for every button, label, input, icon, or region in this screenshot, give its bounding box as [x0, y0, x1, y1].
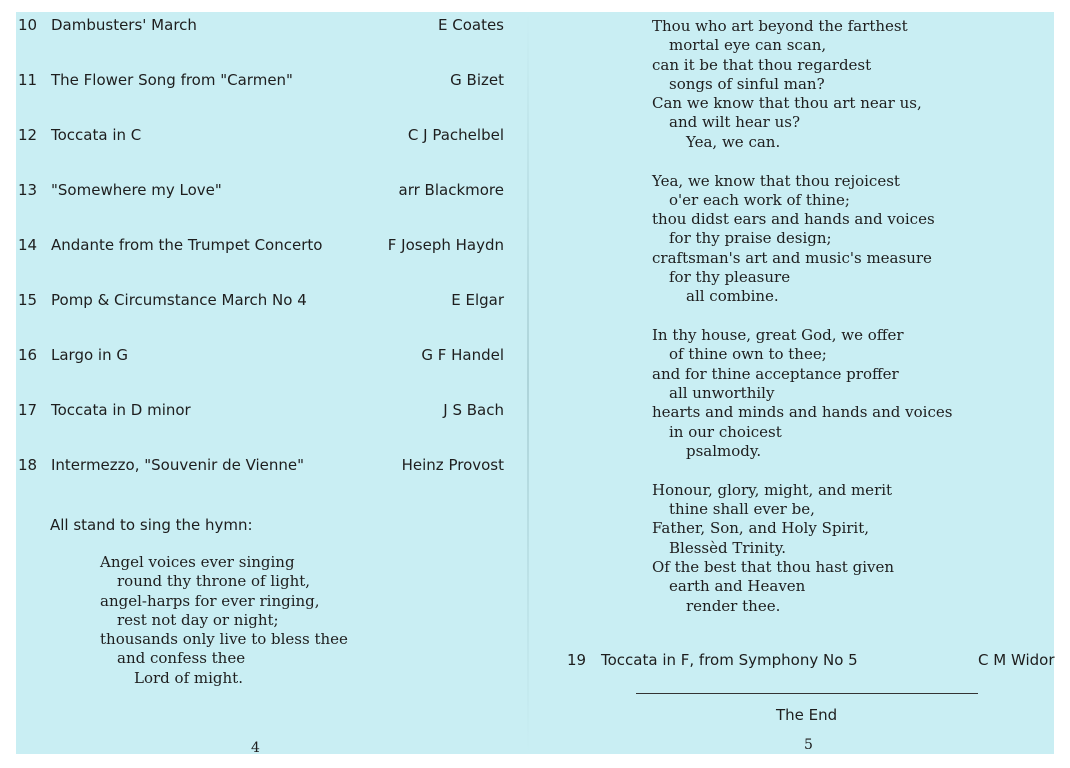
- item-composer: G Bizet: [450, 71, 504, 89]
- hymn-line: Thou who art beyond the farthest: [652, 17, 908, 35]
- item-number: 10: [18, 16, 38, 34]
- item-composer: J S Bach: [443, 401, 504, 419]
- stanza-gap: [652, 461, 952, 481]
- hymn-line: thousands only live to bless thee: [100, 630, 348, 649]
- item-title: Toccata in F, from Symphony No 5: [601, 651, 858, 669]
- hymn-line: for thy pleasure: [669, 268, 791, 287]
- item-title: "Somewhere my Love": [51, 181, 222, 199]
- hymn-line: psalmody.: [686, 441, 762, 460]
- hymn-line: Lord of might.: [134, 668, 243, 687]
- hymn-line: Of the best that thou hast given: [652, 557, 895, 576]
- item-title: Dambusters' March: [51, 16, 197, 34]
- stanza-gap: [652, 307, 952, 327]
- hymn-line: craftsman's art and music's measure: [652, 248, 932, 267]
- item-number: 19: [567, 651, 587, 669]
- hymn-line: Can we know that thou art near us,: [652, 94, 922, 113]
- hymn-line: mortal eye can scan,: [669, 36, 827, 55]
- item-composer: C J Pachelbel: [407, 126, 504, 144]
- item-composer: arr Blackmore: [398, 181, 504, 199]
- item-number: 11: [18, 71, 38, 89]
- hymn-line: and for thine acceptance proffer: [652, 364, 899, 383]
- hymn-line: and confess thee: [117, 649, 246, 668]
- hymn-line: all unworthily: [669, 384, 775, 403]
- hymn-line: in our choicest: [669, 422, 782, 441]
- hymn-verse-5: [652, 481, 952, 616]
- item-composer: E Elgar: [451, 291, 504, 309]
- hymn-line: of thine own to thee;: [669, 345, 827, 364]
- item-title: Pomp & Circumstance March No 4: [51, 291, 307, 309]
- item-composer: F Joseph Haydn: [387, 236, 504, 254]
- hymn-line: thou didst ears and hands and voices: [652, 210, 935, 229]
- hymn-line: songs of sinful man?: [669, 74, 825, 93]
- hymn-line: o'er each work of thine;: [669, 190, 850, 209]
- hymn-line: round thy throne of light,: [117, 572, 311, 591]
- page-number-left: 4: [251, 740, 260, 756]
- item-title: Andante from the Trumpet Concerto: [51, 236, 323, 254]
- divider-line: [636, 693, 978, 694]
- hymn-verses-right: [652, 17, 952, 616]
- item-title: Largo in G: [51, 346, 128, 364]
- hymn-line: Father, Son, and Holy Spirit,: [652, 519, 870, 538]
- hymn-line: Yea, we can.: [686, 132, 781, 151]
- hymn-line: all combine.: [686, 287, 779, 306]
- hymn-line: can it be that thou regardest: [652, 55, 872, 74]
- item-number: 18: [18, 456, 38, 474]
- item-number: 14: [18, 236, 38, 254]
- item-number: 12: [18, 126, 38, 144]
- page-number-right: 5: [804, 737, 813, 753]
- hymn-verse-4: [652, 326, 952, 461]
- item-composer: E Coates: [437, 16, 504, 34]
- hymn-line: rest not day or night;: [117, 610, 279, 629]
- hymn-line: In thy house, great God, we offer: [652, 326, 904, 345]
- page-fold: [527, 12, 529, 754]
- hymn-line: thine shall ever be,: [669, 500, 815, 519]
- hymn-line: for thy praise design;: [669, 229, 832, 248]
- hymn-line: Honour, glory, might, and merit: [652, 480, 893, 499]
- item-number: 17: [18, 401, 38, 419]
- item-composer: C M Widor: [978, 651, 1055, 669]
- hymn-line: hearts and minds and hands and voices: [652, 403, 953, 422]
- end-text: The End: [776, 706, 838, 724]
- hymn-verse-1: [100, 553, 348, 688]
- item-number: 15: [18, 291, 38, 309]
- hymn-line: render thee.: [686, 596, 781, 615]
- hymn-verse-2: [652, 17, 952, 152]
- item-number: 13: [18, 181, 38, 199]
- item-title: Toccata in D minor: [51, 401, 191, 419]
- hymn-verse-3: [652, 172, 952, 307]
- hymn-instruction: All stand to sing the hymn:: [50, 516, 253, 534]
- item-number: 16: [18, 346, 38, 364]
- stanza-gap: [652, 152, 952, 172]
- hymn-line: and wilt hear us?: [669, 113, 801, 132]
- item-composer: Heinz Provost: [401, 456, 504, 474]
- hymn-line: Angel voices ever singing: [100, 553, 295, 571]
- item-title: Toccata in C: [51, 126, 142, 144]
- hymn-line: earth and Heaven: [669, 577, 806, 596]
- hymn-line: angel-harps for ever ringing,: [100, 591, 320, 610]
- item-composer: G F Handel: [421, 346, 504, 364]
- hymn-line: Yea, we know that thou rejoicest: [652, 171, 900, 190]
- item-title: The Flower Song from "Carmen": [51, 71, 293, 89]
- item-title: Intermezzo, "Souvenir de Vienne": [51, 456, 305, 474]
- hymn-line: Blessèd Trinity.: [669, 538, 787, 557]
